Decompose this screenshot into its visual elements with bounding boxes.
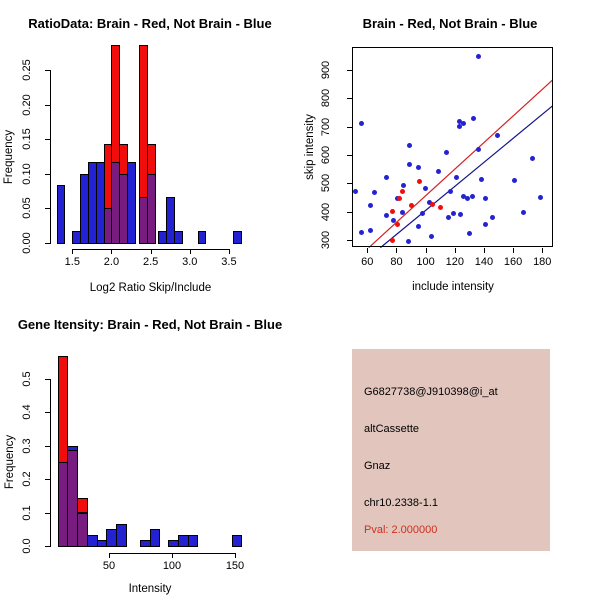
y-tick-label: 400 [320, 202, 332, 221]
hist-bar-segment [119, 144, 128, 175]
splice-type-text: altCassette [364, 423, 420, 435]
x-axis-tick [111, 249, 112, 254]
hist-bar-segment [174, 231, 183, 244]
x-tick-label: 140 [474, 256, 494, 268]
hist-bar-segment [57, 185, 66, 244]
scatter-point-not-brain [359, 230, 364, 235]
y-axis-tick [45, 243, 50, 244]
x-axis-tick [542, 248, 543, 253]
y-tick-label: 0.10 [21, 163, 33, 185]
y-axis-tick [45, 139, 50, 140]
y-axis-tick [347, 155, 352, 156]
hist-bar-segment [198, 231, 207, 244]
gene-hist-xlabel: Intensity [128, 583, 172, 595]
scatter-point-not-brain [406, 239, 411, 244]
y-tick-label: 700 [320, 117, 332, 136]
hist-bar-segment [127, 162, 136, 244]
y-tick-label: 0.5 [21, 370, 33, 387]
probe-id-text: G6827738@J910398@i_at [364, 386, 498, 398]
hist-bar-segment [58, 356, 69, 463]
x-tick-label: 120 [445, 256, 464, 268]
y-axis-tick [45, 105, 50, 106]
y-tick-label: 0.3 [21, 437, 33, 454]
hist-bar-segment [77, 498, 88, 513]
y-axis-tick [45, 174, 50, 175]
locus-text: chr10.2338-1.1 [364, 497, 438, 509]
y-tick-label: 600 [320, 145, 332, 165]
x-tick-label: 80 [390, 256, 403, 268]
x-axis-tick [513, 248, 514, 253]
scatter-xlabel: include intensity [412, 281, 494, 293]
x-axis-tick [109, 553, 110, 558]
hist-bar-segment [150, 529, 161, 547]
scatter-point-not-brain [476, 54, 481, 59]
y-tick-label: 0.05 [21, 197, 33, 220]
scatter-point-not-brain [471, 116, 476, 121]
x-axis-tick [72, 249, 73, 254]
y-axis-tick [45, 479, 50, 480]
x-tick-label: 150 [225, 560, 245, 572]
scatter-point-not-brain [429, 234, 434, 239]
x-axis-tick [190, 249, 191, 254]
scatter-point-not-brain [483, 196, 488, 201]
gene-hist-ylabel: Frequency [4, 434, 16, 490]
x-axis-tick [426, 248, 427, 253]
scatter-point-not-brain [495, 133, 500, 138]
y-axis-tick [45, 412, 50, 413]
y-tick-label: 300 [320, 230, 332, 250]
x-tick-label: 60 [361, 256, 374, 268]
x-axis-tick [229, 249, 230, 254]
x-axis-tick [172, 553, 173, 558]
y-axis-tick [347, 212, 352, 213]
y-axis-tick [347, 98, 352, 99]
y-tick-label: 0.25 [21, 59, 33, 81]
scatter-point-not-brain [451, 211, 456, 216]
x-axis-tick [396, 248, 397, 253]
x-tick-label: 1.5 [64, 256, 80, 268]
scatter-point-not-brain [461, 121, 466, 126]
hist-bar-segment [116, 524, 127, 547]
ratio-hist-xlabel: Log2 Ratio Skip/Include [89, 282, 212, 294]
scatter-point-brain [390, 209, 395, 214]
y-tick-label: 900 [320, 60, 332, 80]
y-axis-tick [347, 240, 352, 241]
hist-bar-segment [147, 174, 156, 244]
x-axis-tick [367, 248, 368, 253]
scatter-point-not-brain [423, 186, 428, 191]
x-tick-label: 2.0 [103, 256, 120, 268]
x-tick-label: 2.5 [142, 256, 159, 268]
x-tick-label: 3.0 [182, 256, 198, 268]
scatter-point-brain [400, 189, 405, 194]
gene-name-text: Gnaz [364, 460, 391, 472]
scatter-ylabel: skip intensity [304, 114, 316, 180]
x-axis-tick [151, 249, 152, 254]
scatter-point-not-brain [479, 177, 484, 182]
scatter-point-not-brain [470, 194, 475, 199]
scatter-plot-box [352, 47, 554, 248]
y-tick-label: 800 [320, 89, 332, 108]
y-axis-tick [347, 70, 352, 71]
hist-bar-segment [232, 535, 243, 547]
ratio-hist-title: RatioData: Brain - Red, Not Brain - Blue [28, 16, 272, 31]
y-axis-tick [45, 379, 50, 380]
gene-hist-title: Gene Itensity: Brain - Red, Not Brain - Blue [17, 317, 283, 332]
y-tick-label: 0.0 [21, 538, 33, 554]
x-axis-tick [484, 248, 485, 253]
x-tick-label: 100 [162, 560, 182, 572]
hist-bar-segment [67, 446, 78, 452]
scatter-point-not-brain [490, 215, 495, 220]
scatter-point-not-brain [476, 147, 481, 152]
hist-bar-segment [147, 144, 156, 175]
y-tick-label: 0.4 [21, 404, 33, 420]
x-tick-label: 180 [533, 256, 552, 268]
y-tick-label: 500 [320, 174, 332, 193]
scatter-point-not-brain [512, 178, 517, 183]
x-axis-tick [235, 553, 236, 558]
scatter-point-not-brain [530, 156, 535, 161]
hist-bar-segment [188, 535, 199, 547]
y-tick-label: 0.20 [21, 93, 33, 116]
scatter-title: Brain - Red, Not Brain - Blue [362, 16, 538, 31]
x-tick-label: 3.5 [221, 256, 237, 268]
scatter-point-brain [390, 238, 395, 243]
x-tick-label: 100 [416, 256, 435, 268]
y-axis-tick [45, 513, 50, 514]
y-axis-line [50, 379, 51, 548]
y-tick-label: 0.00 [21, 232, 33, 254]
gene-info-panel [352, 349, 550, 551]
scatter-point-not-brain [368, 228, 373, 233]
x-tick-label: 160 [503, 256, 523, 268]
y-axis-tick [45, 446, 50, 447]
y-axis-tick [45, 208, 50, 209]
y-tick-label: 0.15 [21, 128, 33, 150]
ratio-hist-ylabel: Frequency [3, 129, 15, 185]
y-axis-line [50, 70, 51, 244]
y-axis-tick [347, 183, 352, 184]
x-axis-tick [455, 248, 456, 253]
scatter-point-brain [397, 196, 402, 201]
hist-bar-segment [233, 231, 242, 244]
scatter-point-not-brain [444, 150, 449, 155]
y-axis-tick [45, 546, 50, 547]
y-axis-tick [347, 127, 352, 128]
x-tick-label: 50 [102, 560, 116, 572]
y-tick-label: 0.2 [21, 471, 33, 487]
y-tick-label: 0.1 [21, 504, 33, 521]
scatter-point-not-brain [353, 189, 358, 194]
y-axis-tick [45, 70, 50, 71]
pval-text: Pval: 2.000000 [364, 524, 438, 536]
scatter-point-not-brain [467, 231, 472, 236]
scatter-point-not-brain [384, 213, 389, 218]
